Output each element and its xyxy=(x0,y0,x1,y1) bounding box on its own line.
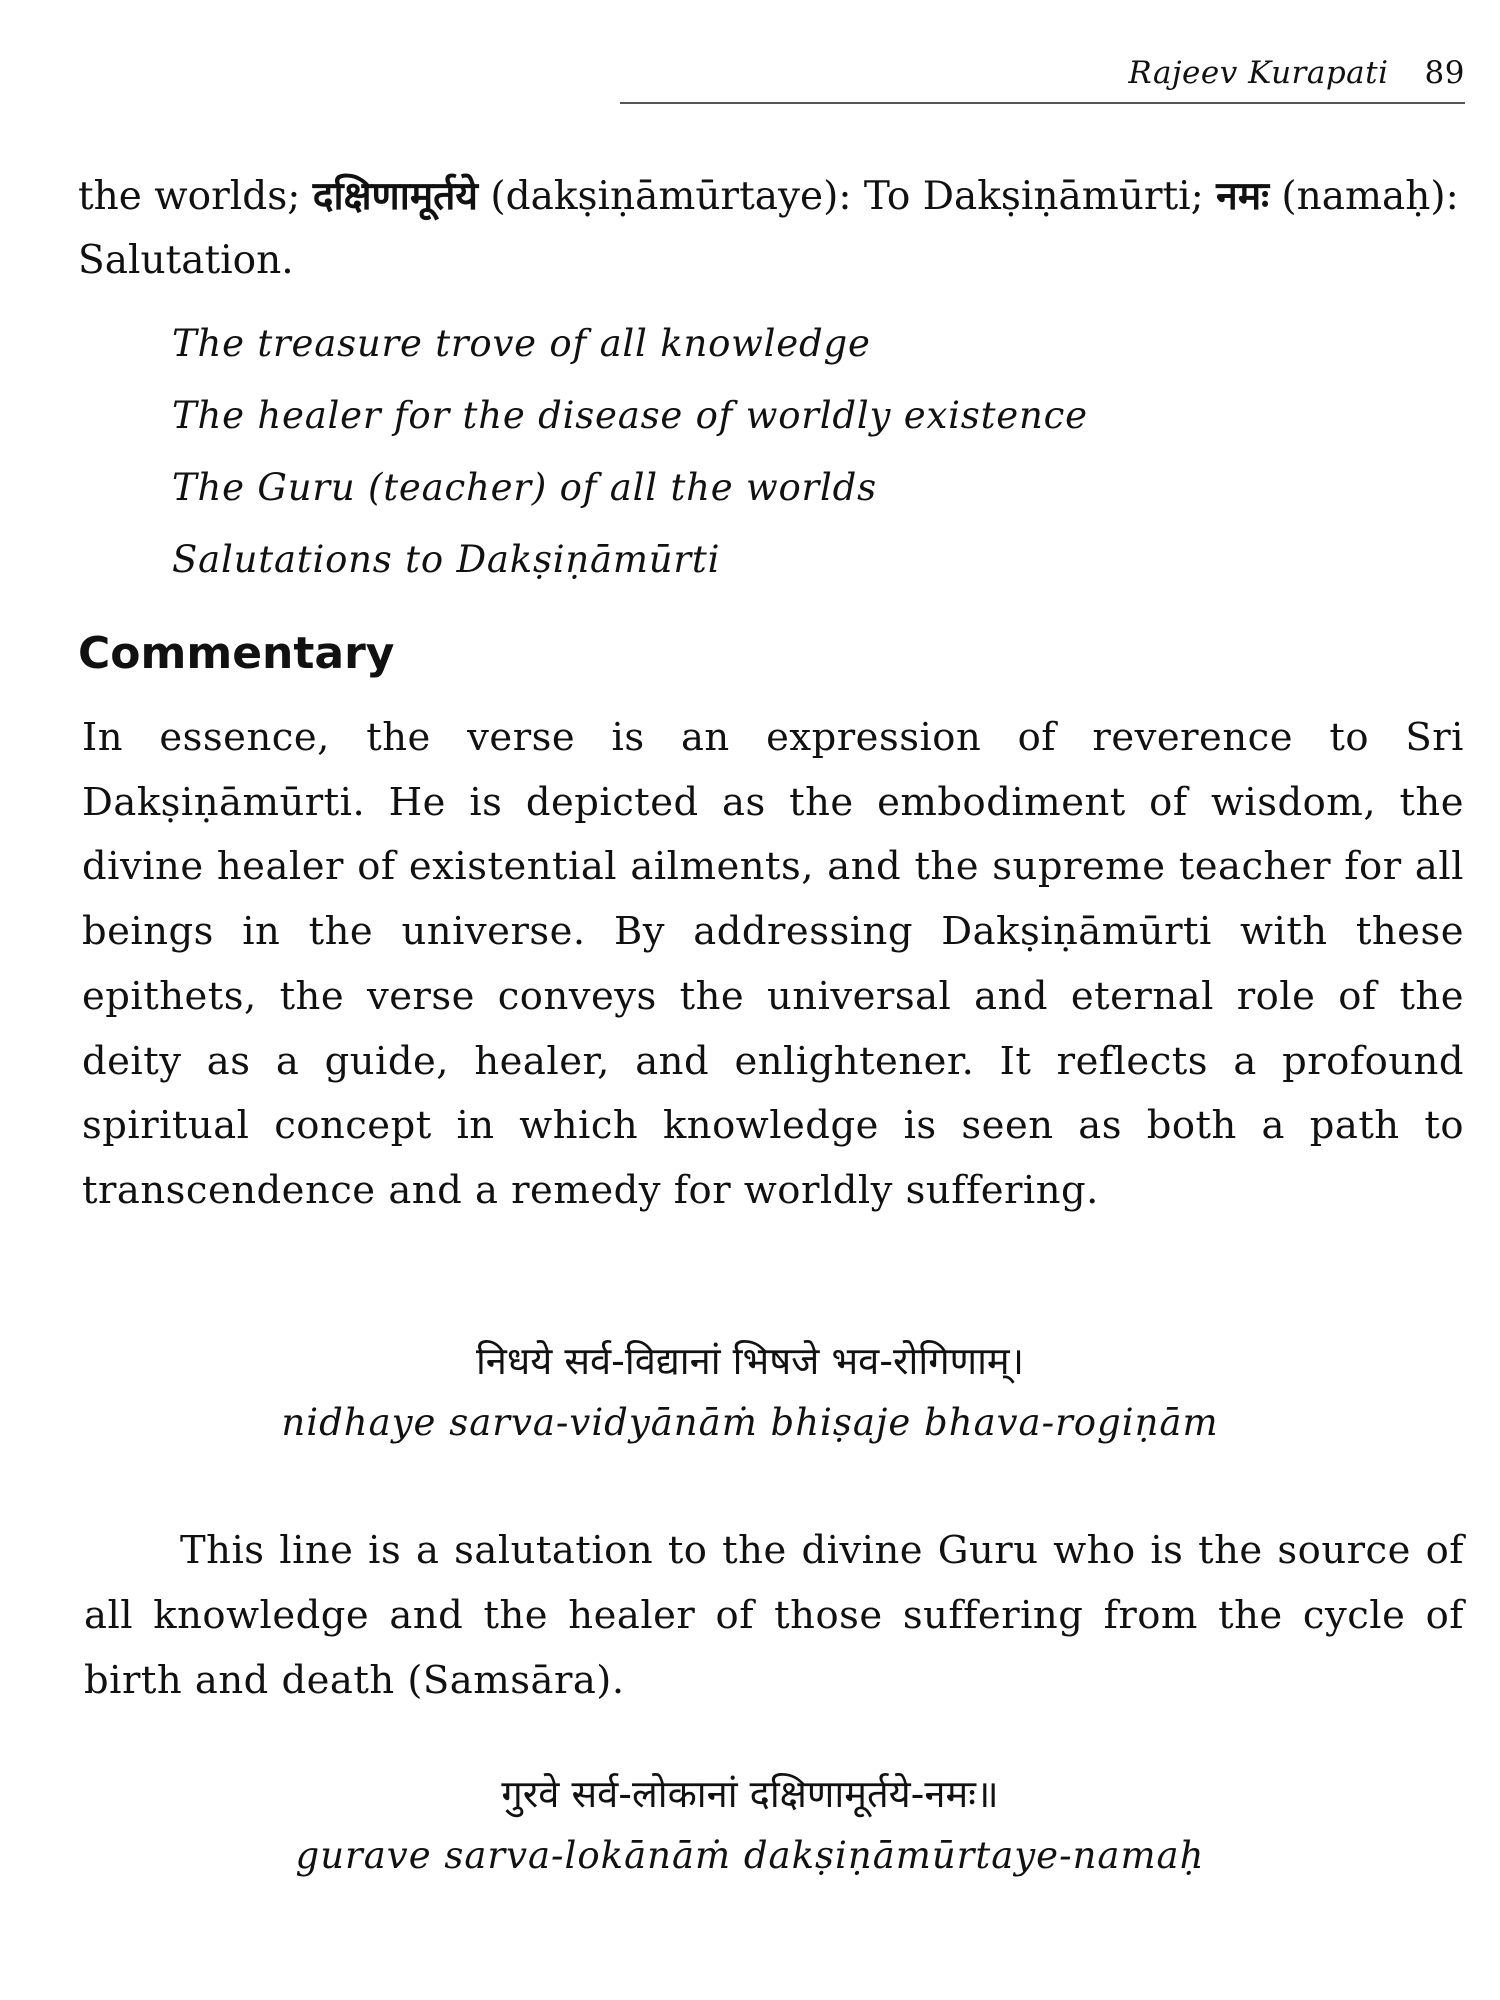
author-name: Rajeev Kurapati xyxy=(1128,55,1389,91)
running-header xyxy=(1020,55,1465,91)
section-heading: Commentary xyxy=(78,628,395,679)
verse-translation xyxy=(172,308,1422,596)
gloss-sanskrit-2: नमः xyxy=(1216,174,1270,219)
translation-line: The Guru (teacher) of all the worlds xyxy=(172,466,877,509)
verse-transliteration: nidhaye sarva-vidyānāṁ bhiṣaje bhava-rogiṇām xyxy=(281,1401,1219,1444)
translation-line: The healer for the disease of worldly existence xyxy=(172,394,1088,437)
explanation-paragraph: This line is a salutation to the divine Guru who is the source of all knowledge and the healer of those suffering from the cycle of birth and death (Samsāra). xyxy=(84,1528,1464,1703)
word-gloss xyxy=(78,165,1468,293)
gloss-text-1: the worlds; xyxy=(78,174,313,219)
verse-devanagari: निधये सर्व-विद्यानां भिषजे भव-रोगिणाम्। xyxy=(475,1339,1025,1383)
translation-line: Salutations to Dakṣiṇāmūrti xyxy=(172,538,721,581)
verse-line-2 xyxy=(0,1763,1500,1887)
header-rule xyxy=(620,102,1465,104)
verse-transliteration: gurave sarva-lokānāṁ dakṣiṇāmūrtaye-namaḥ xyxy=(295,1834,1205,1877)
translation-line: The treasure trove of all knowledge xyxy=(172,322,871,365)
page-number: 89 xyxy=(1424,55,1465,91)
gloss-text-3: (namaḥ): Salutation. xyxy=(78,174,1459,283)
verse-devanagari: गुरवे सर्व-लोकानां दक्षिणामूर्तये-नमः॥ xyxy=(501,1772,999,1816)
commentary-paragraph: In essence, the verse is an expression of reverence to Sri Dakṣiṇāmūrti. He is depicted as the embodiment of wisdom, the divine healer of existential ailments, and the supreme teacher for all beings in the universe. By addressing Dakṣiṇāmūrti with these epithets, the verse conveys the universal and eternal role of the deity as a guide, healer, and enlightener. It reflects a profound spiritual concept in which knowledge is seen as both a path to transcendence and a remedy for worldly suffering. xyxy=(82,715,1464,1213)
gloss-sanskrit-1: दक्षिणामूर्तये xyxy=(312,174,479,219)
gloss-text-2: (dakṣiṇāmūrtaye): To Dakṣiṇāmūrti; xyxy=(478,174,1217,219)
verse-line-1 xyxy=(0,1330,1500,1454)
